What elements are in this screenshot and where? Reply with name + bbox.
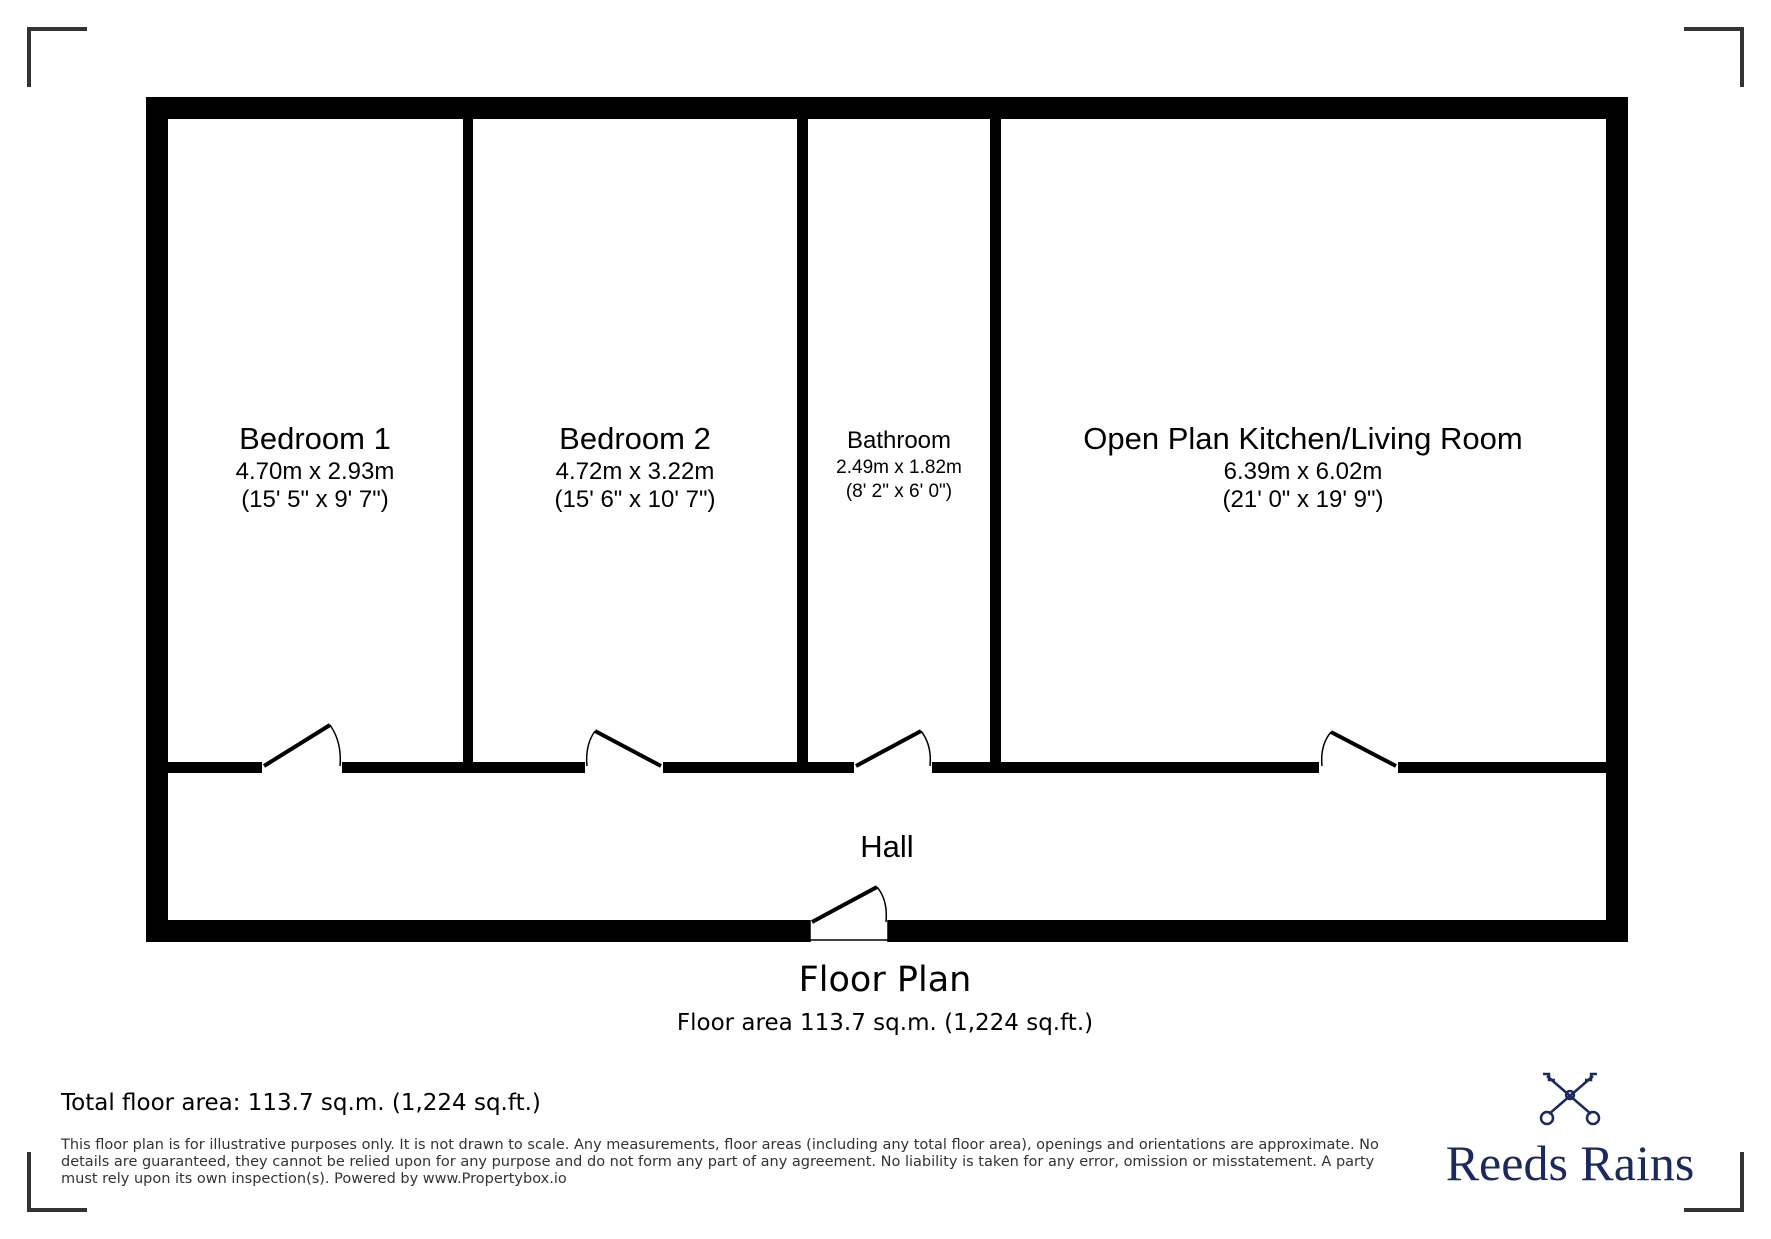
brand-logo bbox=[1430, 1070, 1710, 1191]
hall-wall-1 bbox=[168, 762, 262, 773]
plan-floor-area: Floor area 113.7 sq.m. (1,224 sq.ft.) bbox=[676, 1010, 1094, 1036]
wall-bottom-right bbox=[888, 920, 1628, 942]
room-label-bedroom1 bbox=[236, 420, 395, 514]
doors bbox=[264, 725, 1396, 942]
room-label-kitchen bbox=[1083, 420, 1522, 514]
room-label-bathroom bbox=[836, 426, 962, 504]
brand-name: Reeds Rains bbox=[1445, 1135, 1695, 1191]
hall-wall-3 bbox=[663, 762, 854, 773]
disclaimer-text: This floor plan is for illustrative purposes only. It is not drawn to scale. Any measurements, floor areas (including any total floor area), openings and orientations are approximate. No details are guaranteed, they cannot be relied upon for any purpose and do not form any part of any agreement. No liability is taken for any error, omission or misstatement. A party must rely upon its own inspection(s). Powered by www.Propertybox.io bbox=[61, 1137, 1379, 1187]
room-label-hall bbox=[860, 828, 913, 866]
room-dimensions-imperial: (21' 0" x 19' 9") bbox=[1222, 486, 1384, 513]
crossed-keys-icon bbox=[1535, 1070, 1605, 1126]
door-bedroom1 bbox=[264, 725, 340, 766]
room-name: Bathroom bbox=[846, 427, 952, 454]
room-dimensions-imperial: (8' 2" x 6' 0") bbox=[845, 481, 953, 502]
room-name: Hall bbox=[860, 829, 914, 864]
room-dimensions-imperial: (15' 6" x 10' 7") bbox=[554, 486, 716, 513]
hall-wall-4 bbox=[932, 762, 1319, 773]
total-floor-area: Total floor area: 113.7 sq.m. (1,224 sq.ft.) bbox=[61, 1090, 541, 1116]
room-dimensions-metric: 6.39m x 6.02m bbox=[1223, 458, 1383, 485]
wall-bed1-bed2 bbox=[463, 119, 473, 767]
plan-title: Floor Plan bbox=[798, 960, 972, 1000]
room-label-bedroom2 bbox=[555, 420, 716, 514]
room-name: Bedroom 2 bbox=[559, 421, 711, 456]
door-kitchen bbox=[1322, 732, 1396, 766]
wall-bottom-left bbox=[146, 920, 810, 942]
room-name: Bedroom 1 bbox=[239, 421, 391, 456]
hall-wall-2 bbox=[342, 762, 585, 773]
door-bathroom bbox=[856, 731, 930, 766]
wall-bed2-bath bbox=[797, 119, 808, 767]
room-dimensions-imperial: (15' 5" x 9' 7") bbox=[241, 486, 389, 513]
wall-top bbox=[146, 97, 1628, 119]
outer-walls bbox=[146, 97, 1628, 942]
room-dimensions-metric: 4.70m x 2.93m bbox=[235, 458, 395, 485]
door-bedroom2 bbox=[587, 731, 661, 766]
room-dimensions-metric: 4.72m x 3.22m bbox=[555, 458, 715, 485]
wall-left bbox=[146, 97, 168, 942]
wall-bath-kitchen bbox=[990, 119, 1001, 767]
room-dimensions-metric: 2.49m x 1.82m bbox=[836, 457, 962, 478]
room-name: Open Plan Kitchen/Living Room bbox=[1083, 421, 1523, 456]
door-front-entrance bbox=[810, 887, 888, 942]
wall-right bbox=[1606, 97, 1628, 942]
hall-wall-5 bbox=[1398, 762, 1606, 773]
